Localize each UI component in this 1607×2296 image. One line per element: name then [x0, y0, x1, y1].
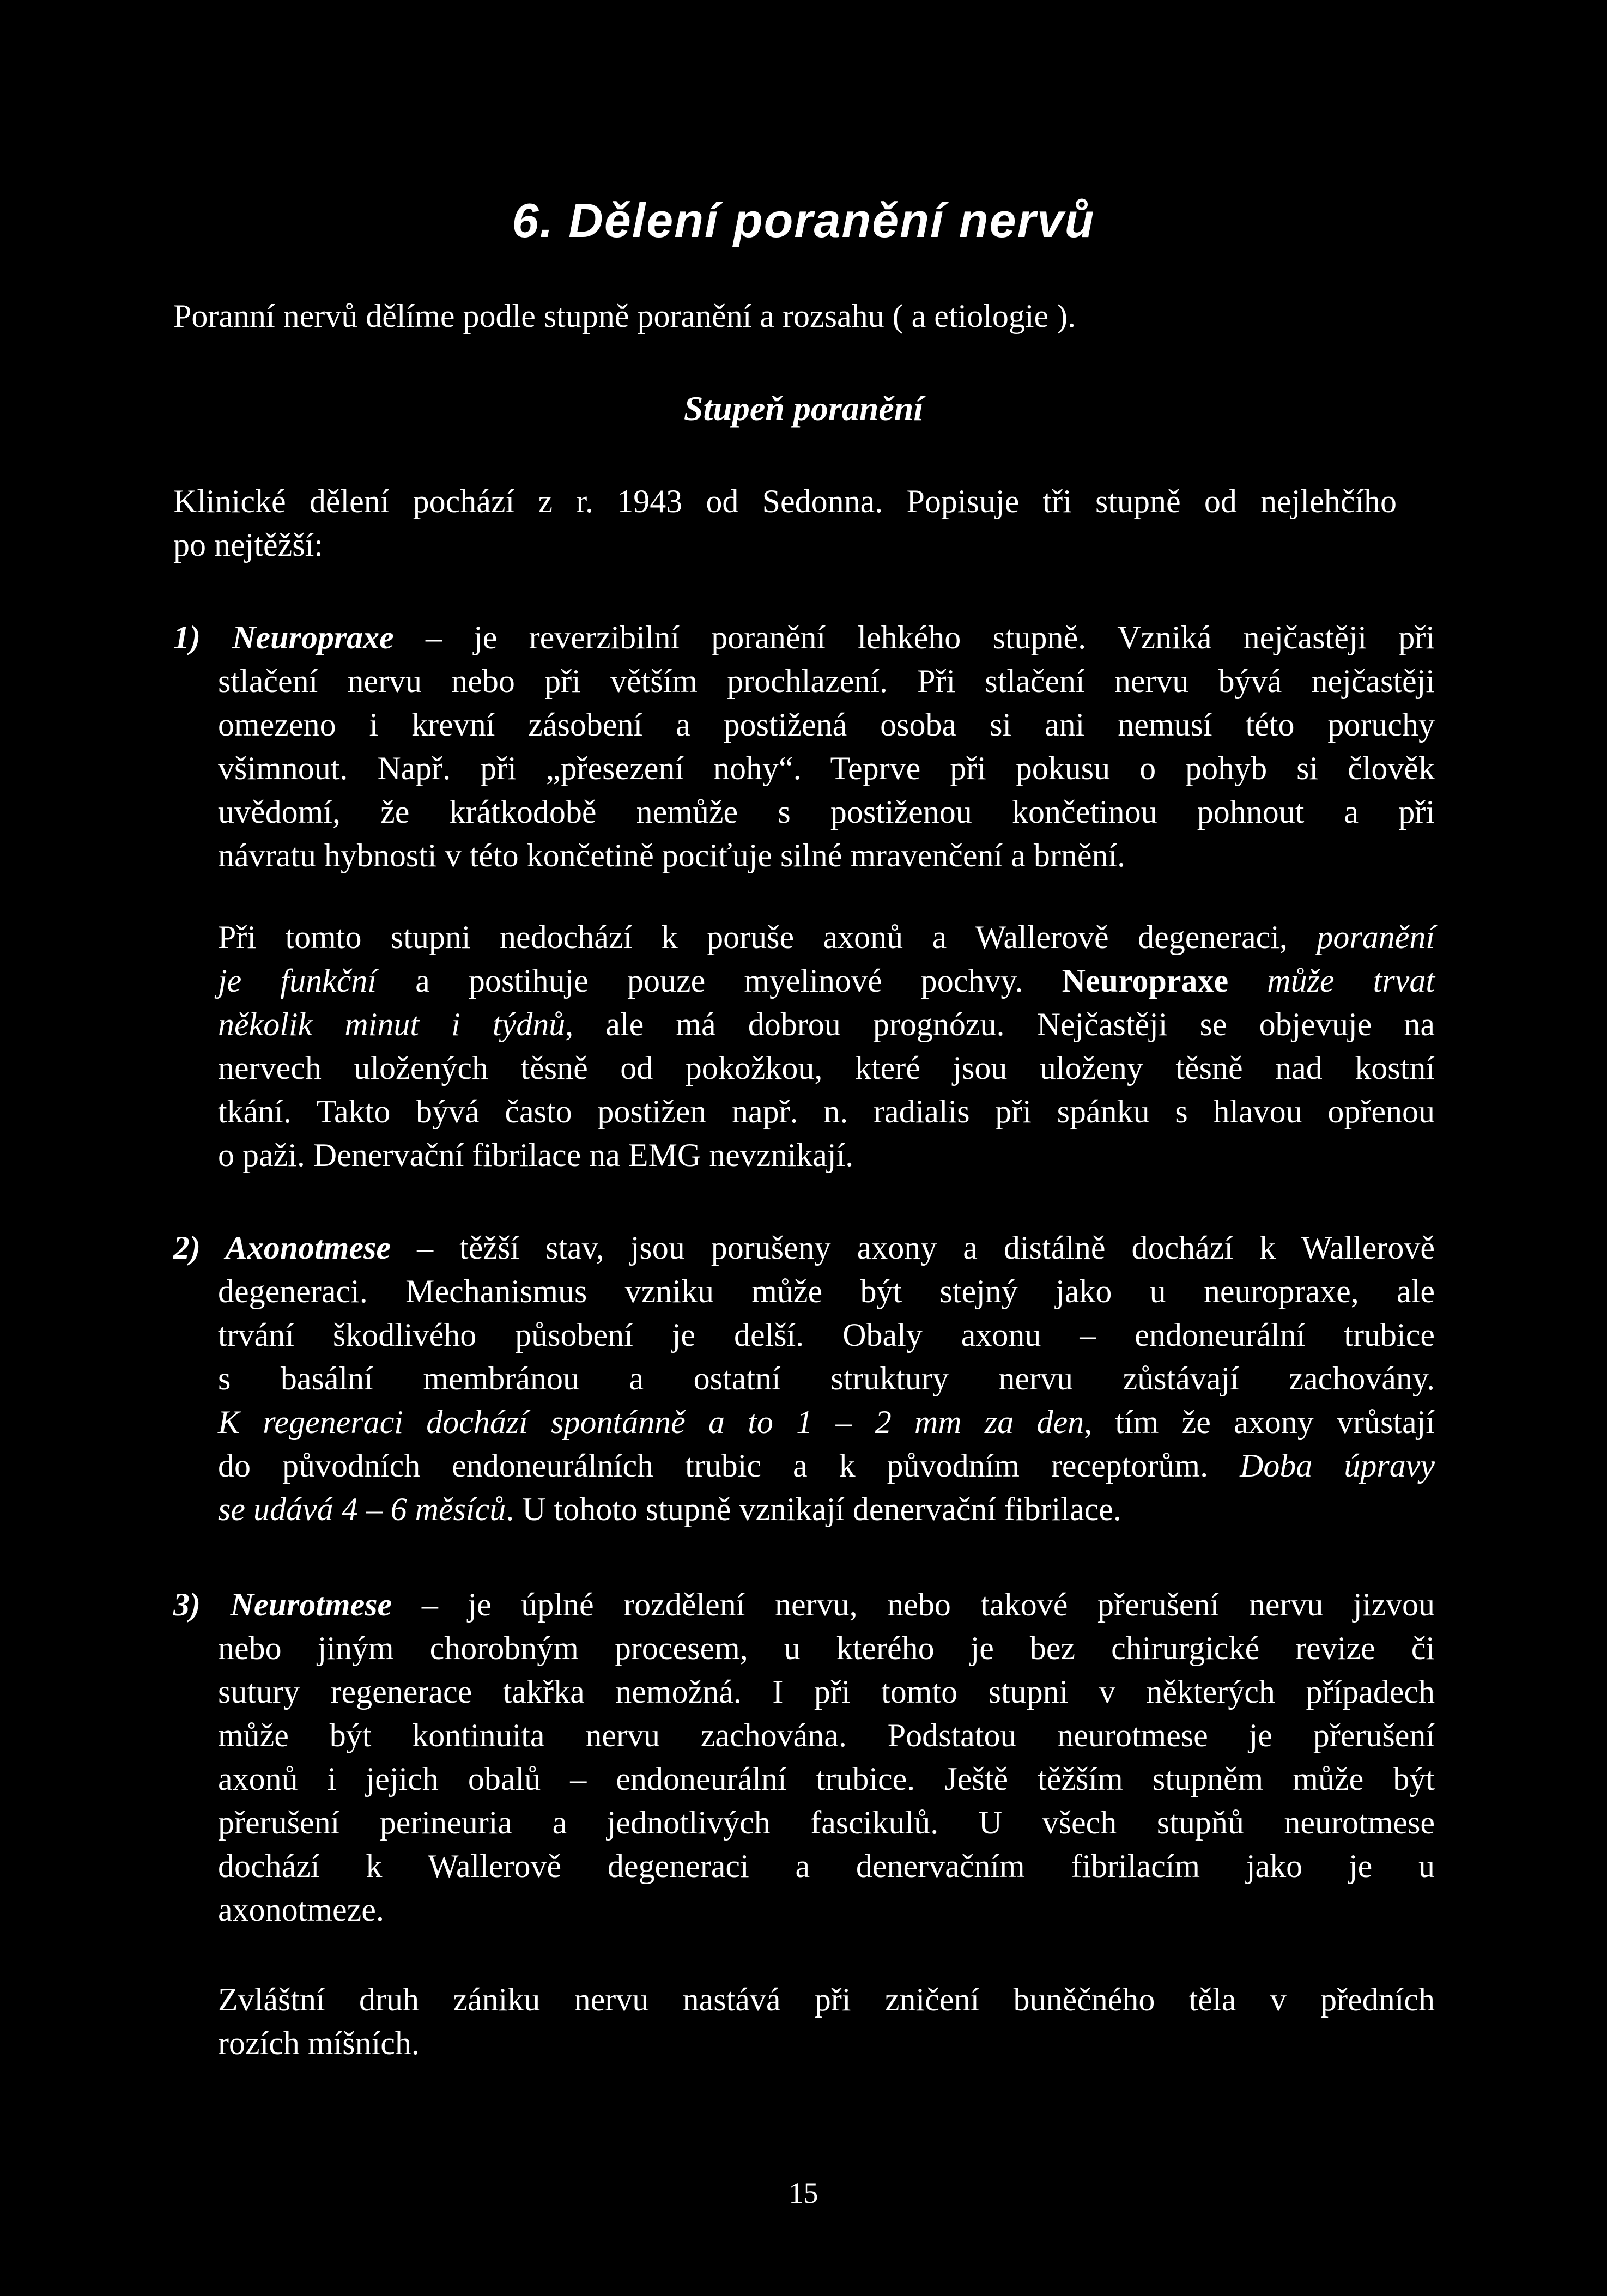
neuropraxe-p2-line-5: tkání. Takto bývá často postižen např. n. radialis při spánku s hlavou opřenou: [218, 1094, 1435, 1129]
classification-line-2: po nejtěžší:: [173, 527, 323, 563]
neurotmese-line-5: axonů i jejich obalů – endoneurální trubice. Ještě těžším stupněm může být: [218, 1761, 1435, 1797]
neuropraxe-p2-line-1: Při tomto stupni nedochází k poruše axonů a Wallerově degeneraci, poranění: [218, 919, 1435, 955]
classification-line-1: Klinické dělení pochází z r. 1943 od Sedonna. Popisuje tři stupně od nejlehčího: [173, 483, 1397, 519]
neurotmese-label: 3) Neurotmese: [173, 1587, 392, 1623]
page-number: 15: [789, 2177, 818, 2209]
intro-text: Poranní nervů dělíme podle stupně poranění a rozsahu ( a etiologie ).: [173, 298, 1076, 334]
neuropraxe-p2-line-3: několik minut i týdnů, ale má dobrou prognózu. Nejčastěji se objevuje na: [218, 1006, 1435, 1042]
neuropraxe-p2-line-6: o paži. Denervační fibrilace na EMG nevznikají.: [218, 1137, 854, 1173]
neuropraxe-p2-line-2: je funkční a postihuje pouze myelinové pochvy. Neuropraxe může trvat: [218, 963, 1435, 999]
special-line-1: Zvláštní druh zániku nervu nastává při zničení buněčného těla v předních: [218, 1982, 1435, 2018]
neuropraxe-line-5: uvědomí, že krátkodobě nemůže s postiženou končetinou pohnout a při: [218, 794, 1435, 830]
neuropraxe-label: 1) Neuropraxe: [173, 619, 394, 655]
axonotmese-label: 2) Axonotmese: [173, 1230, 391, 1266]
neurotmese-line-4: může být kontinuita nervu zachována. Podstatou neurotmese je přerušení: [218, 1717, 1435, 1753]
neurotmese-line-6: přerušení perineuria a jednotlivých fascikulů. U všech stupňů neurotmese: [218, 1805, 1435, 1841]
neuropraxe-line-4: všimnout. Např. při „přesezení nohy“. Teprve při pokusu o pohyb si člověk: [218, 750, 1435, 786]
neuropraxe-p2-line-4: nervech uložených těsně od pokožkou, které jsou uloženy těsně nad kostní: [218, 1050, 1435, 1086]
neurotmese-line-3: sutury regenerace takřka nemožná. I při tomto stupni v některých případech: [218, 1674, 1435, 1710]
axonotmese-line-5: K regeneraci dochází spontánně a to 1 – 2 mm za den, tím že axony vrůstají: [218, 1404, 1435, 1440]
axonotmese-line-4: s basální membránou a ostatní struktury nervu zůstávají zachovány.: [218, 1360, 1435, 1396]
axonotmese-line-1: 2) Axonotmese – těžší stav, jsou porušeny axony a distálně dochází k Wallerově: [173, 1230, 1435, 1266]
neuropraxe-line-1: 1) Neuropraxe – je reverzibilní poranění lehkého stupně. Vzniká nejčastěji při: [173, 619, 1435, 655]
neurotmese-line-1: 3) Neurotmese – je úplné rozdělení nervu, nebo takové přerušení nervu jizvou: [173, 1587, 1435, 1623]
neuropraxe-line-6: návratu hybnosti v této končetině pociťuje silné mravenčení a brnění.: [218, 837, 1126, 873]
neurotmese-line-7: dochází k Wallerově degeneraci a denervačním fibrilacím jako je u: [218, 1848, 1435, 1884]
axonotmese-line-6: do původních endoneurálních trubic a k původním receptorům. Doba úpravy: [218, 1448, 1435, 1484]
neuropraxe-line-2: stlačení nervu nebo při větším prochlazení. Při stlačení nervu bývá nejčastěji: [218, 663, 1435, 699]
section-subheading: Stupeň poranění: [683, 389, 924, 428]
neurotmese-line-8: axonotmeze.: [218, 1892, 384, 1928]
neuropraxe-line-3: omezeno i krevní zásobení a postižená osoba si ani nemusí této poruchy: [218, 707, 1435, 743]
axonotmese-line-3: trvání škodlivého působení je delší. Obaly axonu – endoneurální trubice: [218, 1317, 1435, 1353]
chapter-title: 6. Dělení poranění nervů: [512, 193, 1095, 247]
special-line-2: rozích míšních.: [218, 2025, 420, 2061]
neurotmese-line-2: nebo jiným chorobným procesem, u kterého je bez chirurgické revize či: [218, 1630, 1435, 1666]
axonotmese-line-2: degeneraci. Mechanismus vzniku může být stejný jako u neuropraxe, ale: [218, 1273, 1435, 1309]
axonotmese-line-7: se udává 4 – 6 měsíců. U tohoto stupně vznikají denervační fibrilace.: [218, 1491, 1121, 1527]
